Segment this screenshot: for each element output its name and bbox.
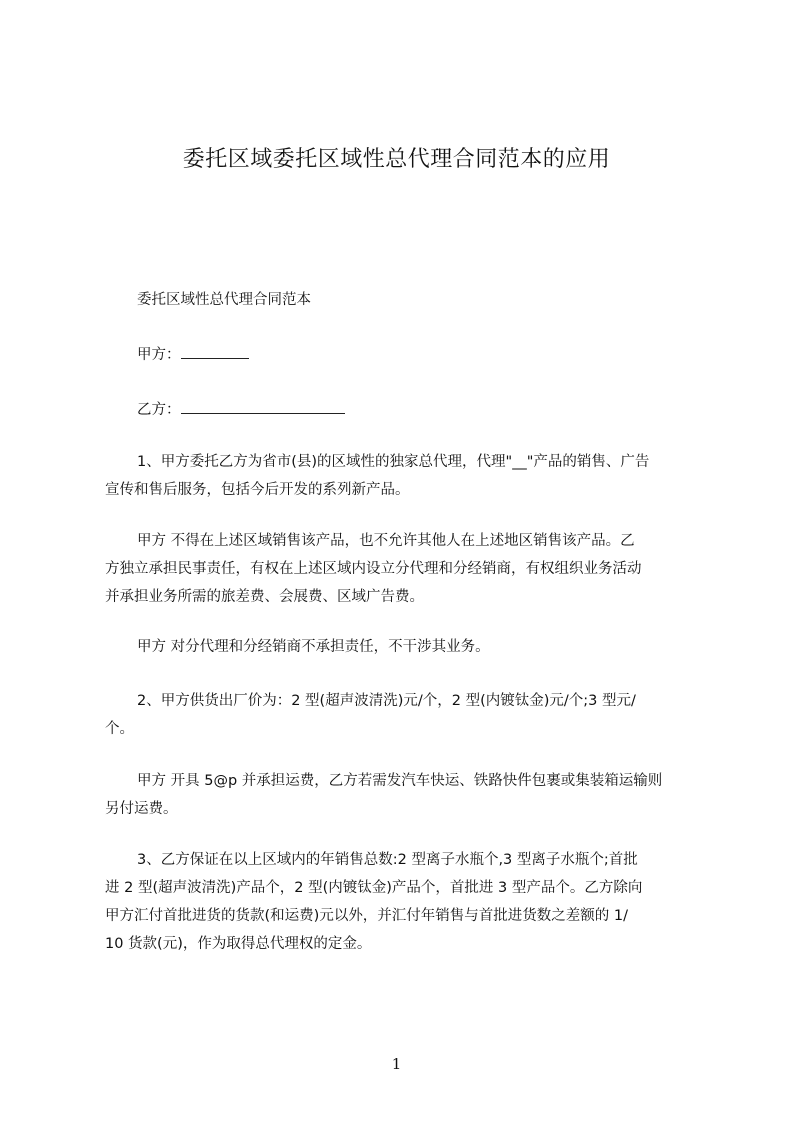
clause-1: [103, 448, 711, 504]
clause-3-line-4: 10 货款(元)，作为取得总代理权的定金。: [105, 936, 372, 952]
page-number: 1: [391, 1055, 402, 1073]
party-b-line: [103, 396, 711, 424]
clause-2b: [103, 767, 711, 823]
document-title: 委托区域委托区域性总代理合同范本的应用: [182, 147, 611, 172]
clause-1c: [103, 633, 711, 661]
clause-1b-line-1: 甲方 不得在上述区域销售该产品，也不允许其他人在上述地区销售该产品。乙: [137, 533, 635, 549]
party-a-label: 甲方：: [137, 347, 181, 363]
party-a-row: [103, 341, 711, 369]
clause-2-line-1: 2、甲方供货出厂价为：2 型(超声波清洗)元/个，2 型(内镀钛金)元/个;3 型元/: [137, 693, 636, 709]
clause-1-line-1: 1、甲方委托乙方为省市(县)的区域性的独家总代理，代理"__"产品的销售、广告: [137, 454, 650, 470]
clause-1b-line-3: 并承担业务所需的旅差费、会展费、区域广告费。: [105, 589, 424, 605]
clause-3-line-3: 甲方汇付首批进货的货款(和运费)元以外，并汇付年销售与首批进货数之差额的 1/: [105, 908, 629, 924]
clause-2-line-2: 个。: [105, 721, 134, 737]
clause-1c-line-1: 甲方 对分代理和分经销商不承担责任，不干涉其业务。: [137, 639, 490, 655]
clause-2b-line-2: 另付运费。: [105, 801, 178, 817]
clause-1b: [103, 527, 711, 611]
party-a-line: [103, 341, 711, 369]
clause-2b-line-1: 甲方 开具 5@p 并承担运费，乙方若需发汽车快运、铁路快件包裹或集装箱运输则: [137, 773, 663, 789]
clause-3: [103, 846, 711, 958]
clause-2: [103, 687, 711, 743]
clause-1-line-2: 宣传和售后服务，包括今后开发的系列新产品。: [105, 482, 410, 498]
clause-3-line-1: 3、乙方保证在以上区域内的年销售总数:2 型离子水瓶个,3 型离子水瓶个;首批: [137, 852, 638, 868]
clause-1b-line-2: 方独立承担民事责任，有权在上述区域内设立分代理和分经销商，有权组织业务活动: [105, 561, 642, 577]
clause-3-line-2: 进 2 型(超声波清洗)产品个，2 型(内镀钛金)产品个，首批进 3 型产品个。乙方除向: [105, 880, 643, 896]
party-b-blank: [181, 398, 345, 414]
contract-heading: [103, 286, 711, 314]
party-a-blank: [181, 343, 249, 359]
party-b-row: [103, 396, 711, 424]
contract-heading-text: 委托区域性总代理合同范本: [137, 292, 311, 308]
party-b-label: 乙方：: [137, 402, 181, 418]
